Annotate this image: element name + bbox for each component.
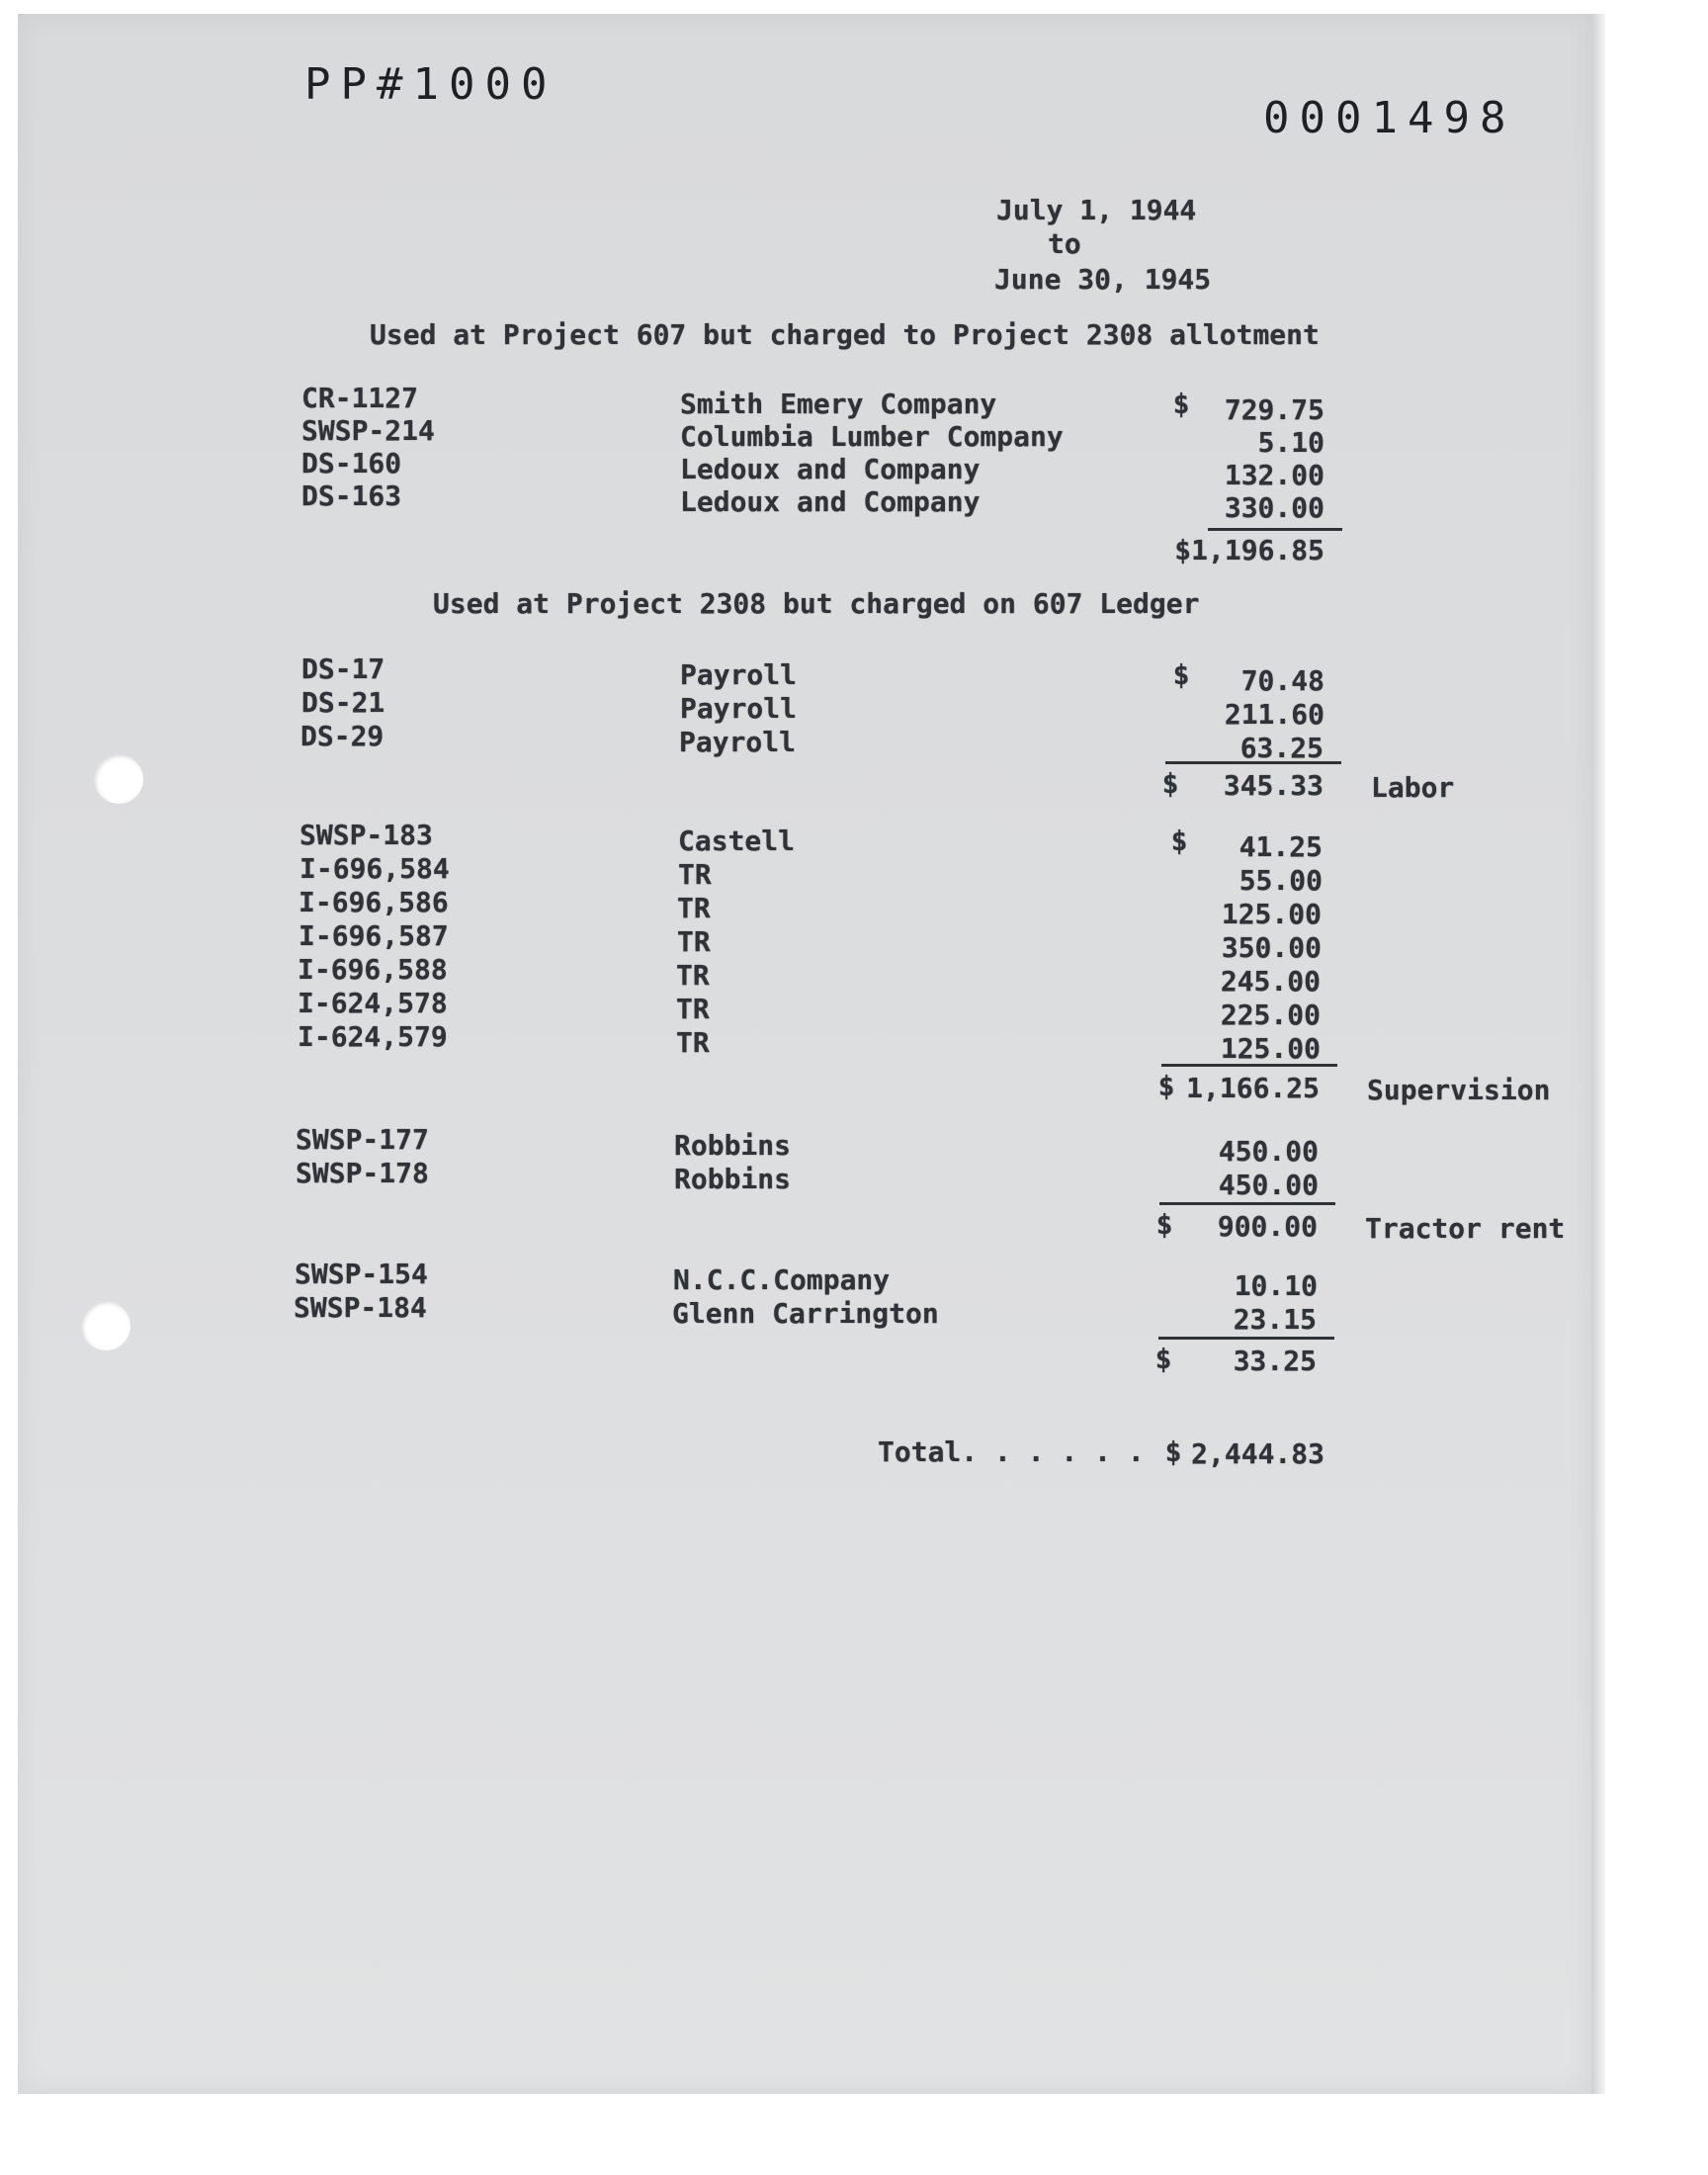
group-0-subtotal-dollar: $ bbox=[1161, 767, 1179, 800]
group-3-subtotal-dollar: $ bbox=[1154, 1343, 1172, 1375]
ledger-amount: 450.00 bbox=[1218, 1169, 1319, 1201]
ledger-amount: 63.25 bbox=[1239, 732, 1324, 764]
ledger-code: SWSP-184 bbox=[294, 1291, 427, 1324]
ledger-amount: 729.75 bbox=[1224, 393, 1324, 426]
group-3-subtotal: 33.25 bbox=[1233, 1345, 1317, 1377]
group-2-subtotal: 900.00 bbox=[1217, 1210, 1318, 1243]
ledger-dollar: $ bbox=[1172, 388, 1190, 420]
ledger-amount: 245.00 bbox=[1220, 965, 1321, 998]
ledger-amount: 211.60 bbox=[1224, 698, 1324, 731]
ledger-name: Ledoux and Company bbox=[680, 485, 981, 518]
ledger-name: TR bbox=[676, 1026, 710, 1059]
section2-heading: Used at Project 2308 but charged on 607 Ledger bbox=[433, 587, 1200, 620]
ledger-code: I-624,579 bbox=[298, 1020, 448, 1053]
group-1-subtotal: 1,166.25 bbox=[1186, 1072, 1320, 1104]
ledger-amount: 55.00 bbox=[1238, 864, 1323, 897]
ledger-amount: 125.00 bbox=[1221, 898, 1322, 930]
ledger-amount: 125.00 bbox=[1220, 1032, 1321, 1065]
ledger-amount: 41.25 bbox=[1238, 830, 1323, 863]
punch-hole-upper bbox=[94, 754, 143, 804]
ledger-name: Payroll bbox=[680, 692, 798, 725]
ledger-name: Castell bbox=[678, 825, 796, 857]
ledger-amount: 330.00 bbox=[1224, 491, 1324, 524]
grand-total-amount: 2,444.83 bbox=[1191, 1437, 1324, 1470]
ledger-code: I-696,587 bbox=[299, 919, 449, 952]
ledger-code: I-696,588 bbox=[298, 953, 448, 986]
ledger-code: DS-21 bbox=[301, 686, 385, 719]
ledger-code: SWSP-154 bbox=[295, 1258, 428, 1290]
group-1-subtotal-dollar: $ bbox=[1157, 1070, 1175, 1102]
ledger-name: TR bbox=[676, 993, 710, 1025]
grand-total-label: Total. . . . . . bbox=[878, 1436, 1145, 1468]
date-to-word: to bbox=[1048, 227, 1081, 260]
ledger-name: TR bbox=[677, 892, 711, 924]
left-stamp: PP#1000 bbox=[304, 59, 557, 110]
group-2-label: Tractor rent bbox=[1365, 1212, 1566, 1245]
group-2-subtotal-dollar: $ bbox=[1155, 1208, 1173, 1241]
ledger-amount: 450.00 bbox=[1218, 1135, 1319, 1168]
ledger-amount: 5.10 bbox=[1257, 426, 1324, 459]
date-to: June 30, 1945 bbox=[994, 263, 1212, 296]
ledger-code: DS-29 bbox=[300, 720, 384, 752]
ledger-code: DS-160 bbox=[301, 447, 402, 479]
ledger-code: DS-163 bbox=[301, 479, 402, 512]
ledger-name: Columbia Lumber Company bbox=[680, 420, 1064, 453]
ledger-name: N.C.C.Company bbox=[673, 1263, 891, 1296]
ledger-code: I-696,584 bbox=[299, 852, 450, 885]
ledger-name: Glenn Carrington bbox=[672, 1297, 939, 1330]
ledger-amount: 23.15 bbox=[1233, 1303, 1317, 1336]
group-1-underline bbox=[1161, 1064, 1337, 1067]
section1-heading: Used at Project 607 but charged to Project 2308 allotment bbox=[370, 318, 1320, 351]
ledger-name: TR bbox=[676, 959, 710, 992]
ledger-code: SWSP-177 bbox=[296, 1123, 429, 1156]
page-edge-shadow bbox=[1591, 14, 1605, 2094]
group-0-label: Labor bbox=[1371, 771, 1455, 804]
right-stamp: 0001498 bbox=[1263, 93, 1516, 143]
group-1-label: Supervision bbox=[1367, 1074, 1551, 1106]
ledger-amount: 132.00 bbox=[1224, 459, 1324, 491]
ledger-name: Payroll bbox=[680, 658, 798, 691]
ledger-code: I-696,586 bbox=[299, 886, 449, 918]
ledger-amount: 350.00 bbox=[1221, 931, 1322, 964]
section1-total: $1,196.85 bbox=[1174, 534, 1324, 566]
ledger-dollar: $ bbox=[1170, 825, 1188, 857]
ledger-name: Smith Emery Company bbox=[680, 388, 997, 420]
ledger-code: CR-1127 bbox=[301, 382, 419, 414]
ledger-name: Robbins bbox=[674, 1129, 792, 1162]
punch-hole-lower bbox=[81, 1301, 130, 1350]
ledger-name: Payroll bbox=[679, 726, 797, 758]
ledger-code: SWSP-183 bbox=[299, 819, 433, 851]
grand-total-dollar: $ bbox=[1164, 1436, 1182, 1468]
ledger-code: DS-17 bbox=[301, 652, 385, 685]
ledger-code: SWSP-178 bbox=[296, 1157, 429, 1189]
section1-underline bbox=[1208, 528, 1342, 531]
ledger-code: SWSP-214 bbox=[301, 414, 435, 447]
ledger-amount: 225.00 bbox=[1220, 999, 1321, 1031]
ledger-amount: 10.10 bbox=[1234, 1269, 1318, 1302]
ledger-code: I-624,578 bbox=[298, 987, 448, 1019]
ledger-amount: 70.48 bbox=[1240, 664, 1324, 697]
group-0-underline bbox=[1165, 761, 1341, 764]
ledger-dollar: $ bbox=[1172, 658, 1190, 691]
group-2-underline bbox=[1159, 1202, 1335, 1205]
group-3-underline bbox=[1158, 1337, 1334, 1340]
group-0-subtotal: 345.33 bbox=[1223, 769, 1324, 802]
ledger-name: Ledoux and Company bbox=[680, 453, 981, 485]
date-from: July 1, 1944 bbox=[996, 194, 1197, 226]
ledger-name: TR bbox=[678, 858, 712, 891]
ledger-name: TR bbox=[677, 925, 711, 958]
ledger-name: Robbins bbox=[674, 1163, 792, 1195]
